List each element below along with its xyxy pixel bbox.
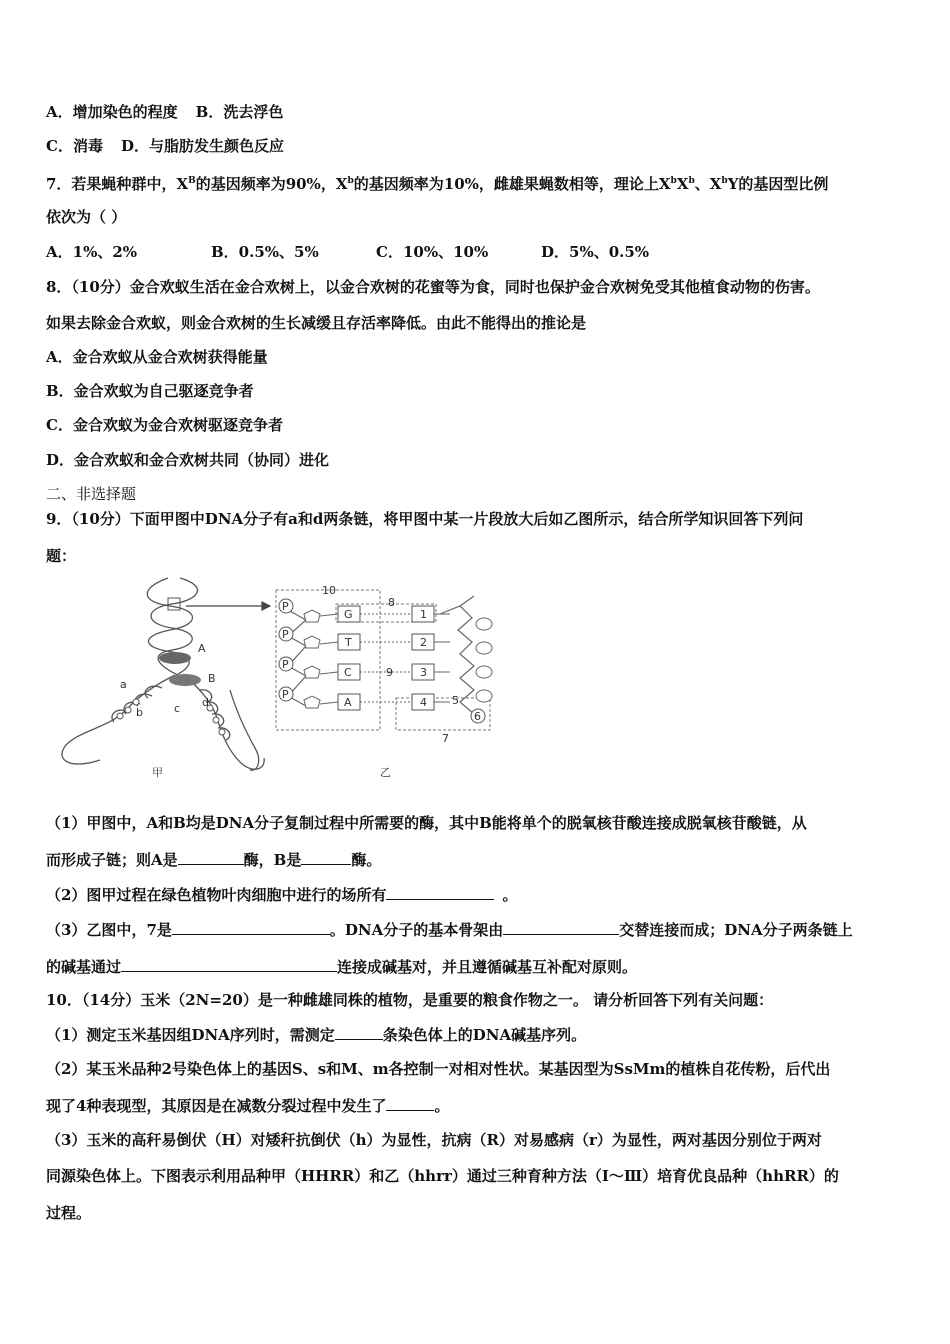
q9-p1-text-d: 酶。 [351,851,382,869]
q7-option-c: C．10%、10% [376,243,489,261]
q7-sup-1: B [188,176,196,186]
q9-figure [40,570,510,785]
section-heading: 二、非选择题 [46,485,137,503]
q8-option-d: D．金合欢蚁和金合欢树共同（协同）进化 [46,451,330,469]
q10-p1 [46,1024,586,1045]
label-c-strand: c [174,702,181,715]
base-3: 3 [420,666,427,679]
q7-sup-4: b [688,176,695,186]
label-6: 6 [474,710,481,723]
connectors [320,614,450,704]
q10-p2-text-c: 。 [434,1097,450,1115]
q7-option-a: A．1%、2% [46,243,138,261]
q7-text-a: 7．若果蝇种群中，X [46,175,189,193]
q7-option-d: D．5%、0.5% [541,243,650,261]
q9-p1-text-b: 而形成子链；则A是 [46,851,178,869]
base-a: A [344,696,352,709]
q9-p3-text-b: 。DNA分子的基本骨架由 [329,921,504,939]
q10-stem: 10．（14分）玉米（2N=20）是一种雌雄同株的植物，是重要的粮食作物之一。 请分析回答下列有关问题： [46,991,774,1009]
phosphate-3: P [282,658,289,671]
q6-options-ab [46,102,283,122]
q9-p3-line2 [46,956,637,977]
q10-p3-line3: 过程。 [46,1204,92,1222]
q9-blank-b[interactable] [301,849,351,865]
q6-option-a: A．增加染色的程度 [46,103,178,121]
label-9: 9 [386,666,393,679]
label-7: 7 [442,732,449,745]
base-1: 1 [420,608,427,621]
q10-p1-text-b: 条染色体上的DNA碱基序列。 [382,1026,587,1044]
q9-stem-line2: 题： [46,547,77,565]
q7-text-b: 的基因频率为90%，X [195,175,348,193]
arrow [186,602,270,610]
q9-blank-bond[interactable] [121,956,337,972]
q7-stem-line2: 依次为（ ） [46,208,127,226]
label-a-strand: a [120,678,127,691]
base-t: T [345,636,352,649]
label-10: 10 [322,584,336,597]
label-b-strand: b [136,706,143,719]
phosphate-1: P [282,600,289,613]
q7-stem-line1 [46,171,828,194]
q8-stem-line2: 如果去除金合欢蚁，则金合欢树的生长减缓且存活率降低。由此不能得出的推论是 [46,314,587,332]
label-b-enzyme: B [208,672,216,685]
q7-sup-5: b [721,176,728,186]
q8-option-b: B．金合欢蚁为自己驱逐竞争者 [46,382,254,400]
label-5: 5 [452,694,459,707]
label-8: 8 [388,596,395,609]
figure-jia [62,578,264,770]
phosphate-2: P [282,628,289,641]
q10-p2-line1: （2）某玉米品种2号染色体上的基因S、s和M、m各控制一对相对性状。某基因型为SsMm的植株自花传粉，后代出 [46,1060,831,1078]
label-d-strand: d [202,696,209,709]
q8-option-c: C．金合欢蚁为金合欢树驱逐竞争者 [46,416,283,434]
base-2: 2 [420,636,427,649]
caption-yi: 乙 [380,766,391,779]
q10-p2-text-b: 现了4种表现型，其原因是在减数分裂过程中发生了 [46,1097,387,1115]
q10-p1-text-a: （1）测定玉米基因组DNA序列时，需测定 [46,1026,335,1044]
figure-yi [276,590,492,730]
q9-p3-text-a: （3）乙图中，7是 [46,921,172,939]
q10-blank-chromosome[interactable] [335,1024,383,1040]
q6-option-b: B．洗去浮色 [195,103,284,121]
q9-p3-text-e: 连接成碱基对，并且遵循碱基互补配对原则。 [337,958,638,976]
q8-stem-line1: 8．（10分）金合欢蚁生活在金合欢树上，以金合欢树的花蜜等为食，同时也保护金合欢树免受其他植食动物的伤害。 [46,278,820,296]
q9-p3-text-d: 的碱基通过 [46,958,122,976]
q7-sup-3: b [670,176,677,186]
q6-option-d: D．与脂肪发生颜色反应 [120,137,284,155]
label-a-enzyme: A [198,642,206,655]
q9-stem-line1: 9．（10分）下面甲图中DNA分子有a和d两条链，将甲图中某一片段放大后如乙图所示，结合所学知识回答下列问 [46,510,804,528]
sugar-pentagons-left [304,610,320,708]
q7-sup-2: b [347,176,354,186]
q6-option-c: C．消毒 [46,137,103,155]
q9-blank-a[interactable] [178,849,244,865]
right-lower-strand [230,690,259,770]
q9-p1-line1: （1）甲图中，A和B均是DNA分子复制过程中所需要的酶，其中B能将单个的脱氧核苷酸连接成脱氧核苷酸链，从 [46,814,807,832]
right-daughter-strand [185,675,264,769]
q10-p3-line2: 同源染色体上。下图表示利用品种甲（HHRR）和乙（hhrr）通过三种育种方法（Ⅰ～Ⅲ）培育优良品种（hhRR）的 [46,1167,839,1185]
phosphate-4: P [282,688,289,701]
q9-p3-text-c: 交替连接而成；DNA分子两条链上 [619,921,853,939]
q10-p2-line2 [46,1095,449,1116]
q9-p2-text-b: 。 [502,886,518,904]
q9-p2-text-a: （2）图甲过程在绿色植物叶肉细胞中进行的场所有 [46,886,387,904]
base-c: C [344,666,352,679]
phosphate-circles [279,599,293,701]
q9-p1-line2 [46,849,381,870]
enzyme-b [169,674,201,686]
q8-option-a: A．金合欢蚁从金合欢树获得能量 [46,348,268,366]
q7-options [46,242,649,262]
q9-blank-site[interactable] [386,884,494,900]
q10-p3-line1: （3）玉米的高秆易倒伏（H）对矮秆抗倒伏（h）为显性，抗病（R）对易感病（r）为显性，两对基因分别位于两对 [46,1131,822,1149]
base-4: 4 [420,696,427,709]
base-g: G [344,608,353,621]
q9-blank-backbone[interactable] [503,919,619,935]
q9-p3-line1 [46,919,853,940]
q9-p1-text-c: 酶，B是 [243,851,302,869]
base-pair-lines [360,614,412,702]
left-daughter-strand [62,675,175,764]
q6-options-cd [46,136,284,156]
sugar-rings-right [476,618,492,702]
caption-jia: 甲 [152,766,163,779]
q10-blank-event[interactable] [386,1095,434,1111]
q9-blank-7[interactable] [172,919,330,935]
q7-text-f: Y的基因型比例 [727,175,829,193]
enzyme-a [159,652,191,664]
q7-text-c: 的基因频率为10%，雌雄果蝇数相等，理论上X [353,175,671,193]
q7-text-d: X [676,175,689,193]
q7-text-e: 、X [694,175,722,193]
q9-p2 [46,884,517,905]
q7-option-b: B．0.5%、5% [211,243,319,261]
